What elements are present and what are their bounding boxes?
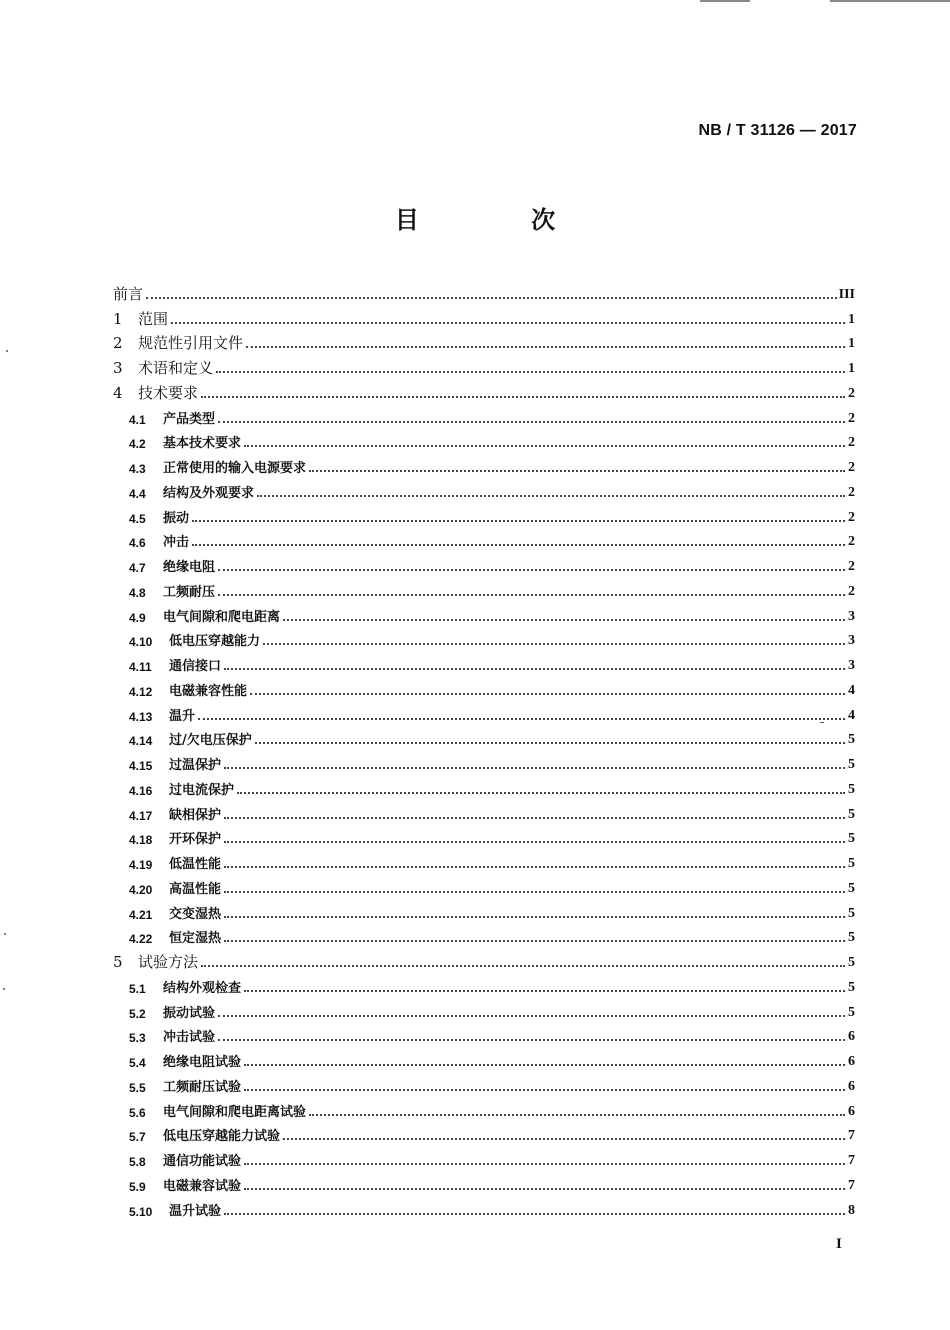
toc-entry-title: 术语和定义 bbox=[138, 359, 214, 377]
toc-entry-number: 4.21 bbox=[129, 907, 153, 922]
toc-entry[interactable] bbox=[113, 1044, 855, 1069]
toc-entry-page: 3 bbox=[848, 608, 855, 624]
toc-leader-dots bbox=[218, 569, 845, 571]
toc-entry-number: 4.20 bbox=[129, 882, 153, 897]
toc-entry-page: 2 bbox=[848, 410, 855, 426]
toc-entry-title: 正常使用的输入电源要求 bbox=[163, 461, 307, 476]
toc-entry[interactable] bbox=[113, 1168, 855, 1193]
toc-entry-page: 6 bbox=[848, 1078, 855, 1094]
toc-entry-page: 7 bbox=[848, 1128, 855, 1144]
toc-leader-dots bbox=[263, 643, 845, 645]
toc-entry[interactable] bbox=[113, 525, 855, 550]
toc-leader-dots bbox=[237, 792, 845, 794]
toc-entry-title: 高温性能 bbox=[169, 881, 222, 897]
toc-entry-title: 电气间隙和爬电距离试验 bbox=[163, 1104, 307, 1120]
toc-entry-number: 4.16 bbox=[129, 783, 153, 798]
toc-entry[interactable] bbox=[113, 624, 855, 649]
toc-entry[interactable] bbox=[113, 970, 855, 995]
toc-entry-page: 2 bbox=[848, 435, 855, 451]
toc-leader-dots bbox=[198, 718, 845, 720]
toc-leader-dots bbox=[201, 396, 845, 398]
toc-entry-number: 4.19 bbox=[129, 858, 153, 872]
toc-leader-dots bbox=[283, 619, 845, 621]
toc-entry-page: 4 bbox=[848, 682, 855, 698]
toc-entry-page: 5 bbox=[848, 806, 855, 822]
toc-entry-title: 温升 bbox=[169, 708, 196, 724]
toc-entry-title: 过电流保护 bbox=[169, 782, 235, 798]
toc-entry[interactable] bbox=[113, 327, 855, 352]
toc-entry-number: 4.8 bbox=[129, 585, 146, 600]
toc-entry-page: 8 bbox=[848, 1202, 855, 1218]
toc-entry[interactable] bbox=[113, 945, 855, 970]
toc-entry-page: 5 bbox=[848, 831, 855, 847]
toc-entry-number: 4.15 bbox=[129, 759, 153, 773]
toc-entry-number: 4.9 bbox=[129, 610, 146, 625]
scan-speck bbox=[4, 933, 6, 935]
toc-leader-dots bbox=[250, 693, 845, 695]
toc-entry[interactable] bbox=[113, 797, 855, 822]
toc-entry-number: 4.1 bbox=[129, 412, 146, 427]
toc-entry-number: 4.12 bbox=[129, 684, 153, 699]
toc-entry-title: 前言 bbox=[113, 284, 144, 303]
toc-entry[interactable] bbox=[113, 475, 855, 500]
toc-entry-title: 过/欠电压保护 bbox=[169, 733, 252, 749]
toc-entry-number: 4.10 bbox=[129, 635, 153, 650]
toc-leader-dots bbox=[244, 1163, 845, 1165]
toc-entry-number: 1 bbox=[113, 309, 123, 328]
toc-entry-title: 基本技术要求 bbox=[163, 436, 242, 452]
toc-entry-page: 7 bbox=[848, 1153, 855, 1168]
toc-entry-page: 5 bbox=[848, 757, 855, 772]
toc-entry-title: 低电压穿越能力 bbox=[169, 634, 261, 650]
table-of-contents bbox=[113, 277, 855, 1218]
toc-leader-dots bbox=[218, 1039, 845, 1041]
toc-entry-number: 4.18 bbox=[129, 833, 153, 848]
toc-entry[interactable] bbox=[113, 896, 855, 921]
toc-leader-dots bbox=[244, 445, 845, 447]
toc-entry-number: 4.22 bbox=[129, 932, 153, 947]
toc-entry-title: 温升试验 bbox=[169, 1203, 222, 1219]
toc-entry[interactable] bbox=[113, 426, 855, 451]
toc-leader-dots bbox=[244, 1188, 845, 1190]
toc-entry-number: 4.13 bbox=[129, 709, 153, 724]
toc-entry-page: 5 bbox=[848, 781, 855, 797]
toc-entry[interactable] bbox=[113, 351, 855, 376]
toc-entry-page: 2 bbox=[848, 559, 855, 574]
toc-entry-number: 5.4 bbox=[129, 1056, 146, 1070]
toc-entry-number: 5.3 bbox=[129, 1031, 146, 1046]
toc-entry[interactable] bbox=[113, 450, 855, 475]
toc-entry-page: 2 bbox=[848, 534, 855, 550]
toc-leader-dots bbox=[244, 1064, 845, 1066]
toc-entry-page: 3 bbox=[848, 658, 855, 673]
toc-entry-page: 5 bbox=[848, 1004, 855, 1020]
toc-entry-number: 4.11 bbox=[129, 660, 152, 674]
toc-entry[interactable] bbox=[113, 648, 855, 673]
toc-entry-number: 5.10 bbox=[129, 1204, 153, 1219]
toc-entry-page: III bbox=[838, 286, 855, 302]
toc-entry-number: 5.8 bbox=[129, 1155, 146, 1169]
toc-entry[interactable] bbox=[113, 822, 855, 847]
toc-entry-page: 7 bbox=[848, 1177, 855, 1193]
toc-entry-title: 通信接口 bbox=[169, 659, 222, 674]
toc-entry[interactable] bbox=[113, 1119, 855, 1144]
toc-entry-title: 振动试验 bbox=[163, 1005, 216, 1021]
toc-entry-title: 电磁兼容性能 bbox=[169, 683, 248, 699]
toc-entry-number: 4.3 bbox=[129, 462, 146, 476]
toc-leader-dots bbox=[218, 421, 845, 423]
toc-entry[interactable] bbox=[113, 921, 855, 946]
toc-entry-title: 低电压穿越能力试验 bbox=[163, 1129, 281, 1145]
toc-leader-dots bbox=[146, 297, 837, 299]
toc-leader-dots bbox=[309, 1114, 845, 1116]
toc-entry-page: 2 bbox=[848, 484, 855, 500]
toc-entry[interactable] bbox=[113, 698, 855, 723]
toc-leader-dots bbox=[224, 767, 845, 769]
standard-code: NB / T 31126 — 2017 bbox=[698, 122, 857, 139]
toc-leader-dots bbox=[201, 965, 845, 967]
toc-entry-number: 2 bbox=[113, 334, 123, 353]
toc-entry[interactable] bbox=[113, 871, 855, 896]
toc-entry-title: 通信功能试验 bbox=[163, 1154, 242, 1169]
toc-entry-page: 5 bbox=[848, 955, 855, 970]
toc-entry[interactable] bbox=[113, 401, 855, 426]
toc-leader-dots bbox=[224, 841, 845, 843]
toc-entry-title: 工频耐压 bbox=[163, 584, 216, 600]
toc-entry-title: 交变湿热 bbox=[169, 906, 222, 922]
toc-entry[interactable] bbox=[113, 673, 855, 698]
toc-leader-dots bbox=[244, 990, 845, 992]
toc-entry[interactable] bbox=[113, 723, 855, 748]
toc-entry[interactable] bbox=[113, 846, 855, 871]
toc-entry[interactable] bbox=[113, 1069, 855, 1094]
toc-entry[interactable] bbox=[113, 574, 855, 599]
toc-leader-dots bbox=[224, 668, 845, 670]
toc-leader-dots bbox=[224, 866, 845, 868]
toc-entry-title: 产品类型 bbox=[163, 411, 216, 427]
scan-edge-line bbox=[700, 0, 750, 2]
toc-entry-page: 4 bbox=[848, 707, 855, 723]
toc-leader-dots bbox=[218, 594, 845, 596]
toc-entry-page: 2 bbox=[848, 460, 855, 475]
toc-entry-number: 4.6 bbox=[129, 536, 146, 551]
toc-leader-dots bbox=[224, 940, 845, 942]
toc-entry-title: 冲击试验 bbox=[163, 1030, 216, 1046]
toc-entry-title: 开环保护 bbox=[169, 832, 222, 848]
toc-entry[interactable] bbox=[113, 1020, 855, 1045]
toc-entry-title: 低温性能 bbox=[169, 857, 222, 872]
toc-leader-dots bbox=[224, 1213, 845, 1215]
toc-entry-title: 绝缘电阻 bbox=[163, 560, 216, 575]
toc-entry-page: 3 bbox=[848, 633, 855, 649]
toc-entry-title: 电气间隙和爬电距离 bbox=[163, 609, 281, 625]
toc-entry[interactable] bbox=[113, 277, 855, 302]
toc-entry-title: 试验方法 bbox=[138, 953, 199, 971]
toc-leader-dots bbox=[224, 891, 845, 893]
toc-entry-number: 5.9 bbox=[129, 1179, 146, 1194]
toc-entry[interactable] bbox=[113, 549, 855, 574]
toc-leader-dots bbox=[309, 470, 845, 472]
toc-entry-number: 5.6 bbox=[129, 1105, 146, 1120]
scan-edge-line bbox=[830, 0, 950, 2]
toc-entry-number: 4.14 bbox=[129, 734, 153, 749]
toc-entry[interactable] bbox=[113, 500, 855, 525]
toc-entry-title: 技术要求 bbox=[138, 383, 199, 402]
toc-entry-page: 1 bbox=[848, 361, 855, 376]
toc-entry[interactable] bbox=[113, 376, 855, 401]
toc-entry-page: 5 bbox=[848, 979, 855, 995]
toc-entry-page: 6 bbox=[848, 1029, 855, 1045]
toc-leader-dots bbox=[244, 1089, 845, 1091]
toc-entry-page: 5 bbox=[848, 930, 855, 946]
toc-entry-title: 范围 bbox=[138, 309, 169, 328]
toc-entry-page: 2 bbox=[848, 583, 855, 599]
toc-entry-title: 规范性引用文件 bbox=[138, 334, 244, 353]
toc-entry-page: 5 bbox=[848, 880, 855, 896]
toc-entry-title: 工频耐压试验 bbox=[163, 1079, 242, 1095]
toc-leader-dots bbox=[224, 817, 845, 819]
toc-entry-number: 5.5 bbox=[129, 1080, 146, 1095]
toc-entry-number: 4 bbox=[113, 383, 123, 402]
toc-entry-title: 电磁兼容试验 bbox=[163, 1178, 242, 1194]
toc-entry-number: 3 bbox=[113, 359, 123, 377]
toc-entry[interactable] bbox=[113, 747, 855, 772]
toc-entry-title: 缺相保护 bbox=[169, 807, 222, 823]
toc-leader-dots bbox=[224, 916, 845, 918]
toc-entry-number: 4.4 bbox=[129, 486, 146, 501]
toc-entry-number: 5 bbox=[113, 953, 123, 971]
page-title: 目 次 bbox=[394, 206, 608, 234]
toc-leader-dots bbox=[218, 1015, 845, 1017]
toc-entry[interactable] bbox=[113, 1094, 855, 1119]
toc-entry-page: 6 bbox=[848, 1054, 855, 1069]
toc-entry-title: 结构及外观要求 bbox=[163, 485, 255, 501]
toc-leader-dots bbox=[283, 1138, 845, 1140]
toc-entry-number: 4.7 bbox=[129, 561, 146, 575]
toc-leader-dots bbox=[171, 322, 845, 324]
toc-entry-page: 6 bbox=[848, 1103, 855, 1119]
toc-entry-page: 5 bbox=[848, 732, 855, 748]
toc-leader-dots bbox=[216, 371, 845, 373]
toc-entry-page: 5 bbox=[848, 905, 855, 921]
toc-entry-page: 2 bbox=[848, 385, 855, 401]
toc-leader-dots bbox=[255, 742, 845, 744]
scan-speck bbox=[3, 988, 5, 990]
toc-entry-page: 2 bbox=[848, 509, 855, 525]
toc-entry[interactable] bbox=[113, 1193, 855, 1218]
toc-leader-dots bbox=[192, 520, 845, 522]
toc-entry-title: 结构外观检查 bbox=[163, 980, 242, 996]
toc-entry-title: 恒定湿热 bbox=[169, 931, 222, 947]
toc-entry-title: 冲击 bbox=[163, 535, 190, 551]
toc-entry[interactable] bbox=[113, 599, 855, 624]
toc-entry-title: 振动 bbox=[163, 510, 190, 526]
toc-entry[interactable] bbox=[113, 995, 855, 1020]
toc-leader-dots bbox=[246, 346, 845, 348]
toc-entry-page: 1 bbox=[848, 336, 855, 352]
scan-speck bbox=[6, 350, 8, 352]
toc-entry-page: 1 bbox=[848, 311, 855, 327]
toc-entry[interactable] bbox=[113, 1143, 855, 1168]
toc-entry-title: 绝缘电阻试验 bbox=[163, 1055, 242, 1070]
toc-entry-number: 5.7 bbox=[129, 1130, 146, 1145]
toc-entry-number: 4.5 bbox=[129, 511, 146, 526]
toc-leader-dots bbox=[192, 544, 845, 546]
toc-entry-number: 4.2 bbox=[129, 437, 146, 452]
toc-entry-number: 4.17 bbox=[129, 808, 153, 823]
toc-leader-dots bbox=[257, 495, 845, 497]
toc-entry-page: 5 bbox=[848, 856, 855, 871]
toc-entry-title: 过温保护 bbox=[169, 758, 222, 773]
toc-entry[interactable] bbox=[113, 772, 855, 797]
toc-entry[interactable] bbox=[113, 302, 855, 327]
toc-entry-number: 5.2 bbox=[129, 1006, 146, 1021]
toc-entry-number: 5.1 bbox=[129, 981, 146, 996]
page-number: I bbox=[836, 1236, 842, 1252]
